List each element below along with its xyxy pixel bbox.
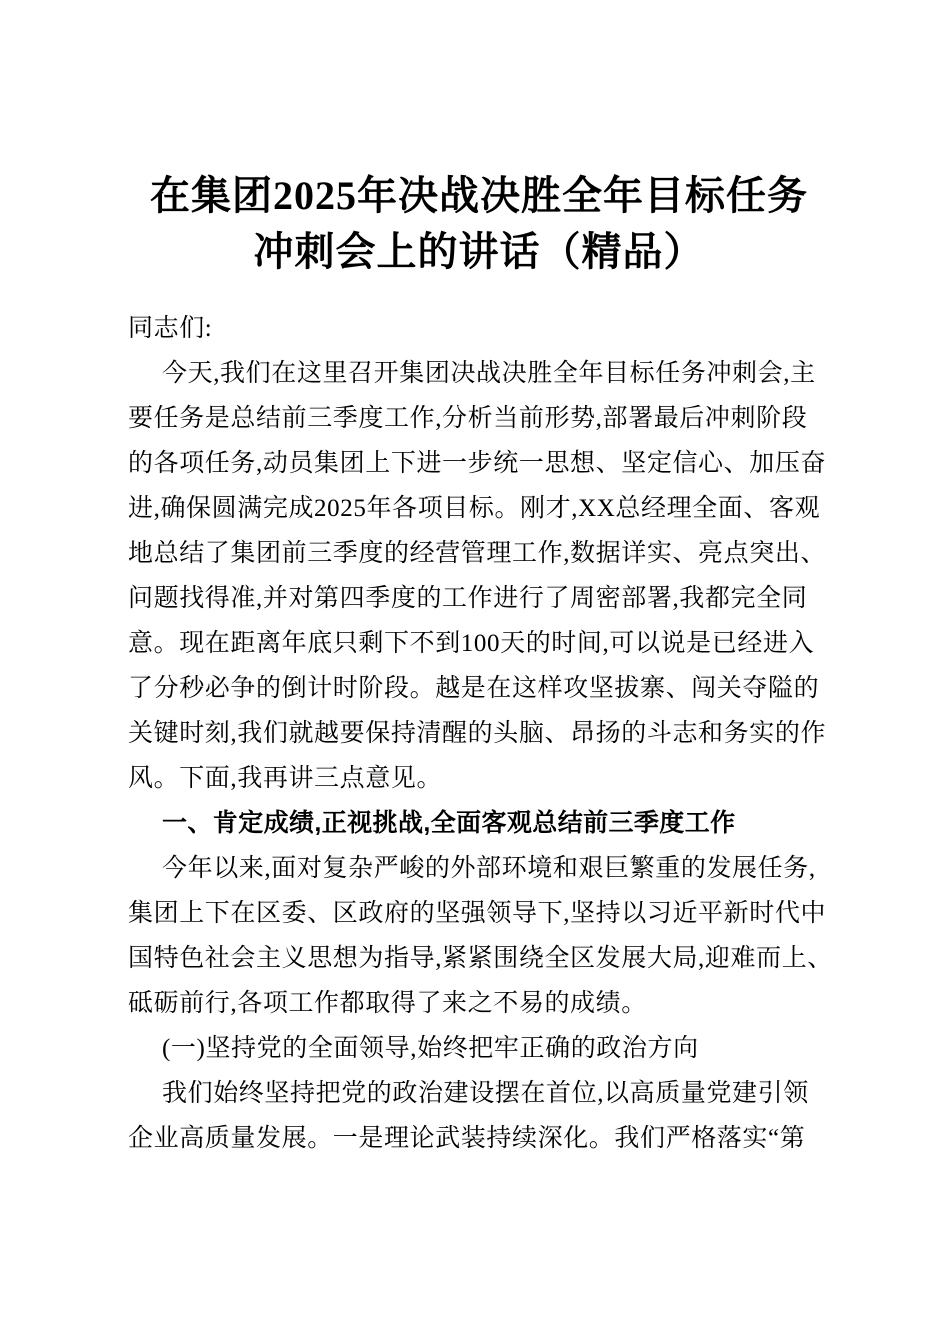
text-line: 今年以来,面对复杂严峻的外部环境和艰巨繁重的发展任务, (162, 855, 816, 882)
text-line: 集团上下在区委、区政府的坚强领导下,坚持以习近平新时代中 (128, 900, 827, 927)
text-line: 的各项任务,动员集团上下进一步统一思想、坚定信心、加压奋 (128, 450, 827, 477)
text-line: 地总结了集团前三季度的经营管理工作,数据详实、亮点突出、 (128, 540, 827, 567)
paragraph-party-leadership (128, 1071, 830, 1161)
document-title (128, 168, 830, 280)
text-line: 进,确保圆满完成2025年各项目标。刚才,XX总经理全面、客观 (128, 495, 821, 522)
text-line: (一)坚持党的全面领导,始终把牢正确的政治方向 (162, 1035, 699, 1062)
paragraph-opening (128, 351, 830, 801)
text-line: 要任务是总结前三季度工作,分析当前形势,部署最后冲刺阶段 (128, 405, 808, 432)
text-line: 一、肯定成绩,正视挑战,全面客观总结前三季度工作 (162, 809, 736, 837)
text-line: 问题找得准,并对第四季度的工作进行了周密部署,我都完全同 (128, 585, 808, 612)
paragraph-section-intro (128, 846, 833, 1026)
text-line: 企业高质量发展。一是理论武装持续深化。我们严格落实“第 (128, 1125, 806, 1152)
salutation (128, 306, 830, 351)
text-line: 今天,我们在这里召开集团决战决胜全年目标任务冲刺会,主 (162, 360, 816, 387)
text-line: 关键时刻,我们就越要保持清醒的头脑、昂扬的斗志和务实的作 (128, 720, 827, 747)
text-line: 意。现在距离年底只剩下不到100天的时间,可以说是已经进入 (128, 630, 815, 657)
text-line: 砥砺前行,各项工作都取得了来之不易的成绩。 (128, 990, 647, 1017)
text-line: 国特色社会主义思想为指导,紧紧围绕全区发展大局,迎难而上、 (128, 945, 833, 972)
text-line: 同志们: (128, 315, 213, 342)
title-line: 在集团2025年决战决胜全年目标任务 (150, 173, 808, 218)
sub-heading-party-leadership (128, 1026, 830, 1071)
text-line: 风。下面,我再讲三点意见。 (128, 765, 443, 792)
title-line: 冲刺会上的讲话（精品） (253, 229, 705, 274)
text-line: 我们始终坚持把党的政治建设摆在首位,以高质量党建引领 (162, 1080, 809, 1107)
section-heading-1 (128, 801, 830, 846)
text-line: 了分秒必争的倒计时阶段。越是在这样攻坚拔寨、闯关夺隘的 (128, 675, 820, 702)
